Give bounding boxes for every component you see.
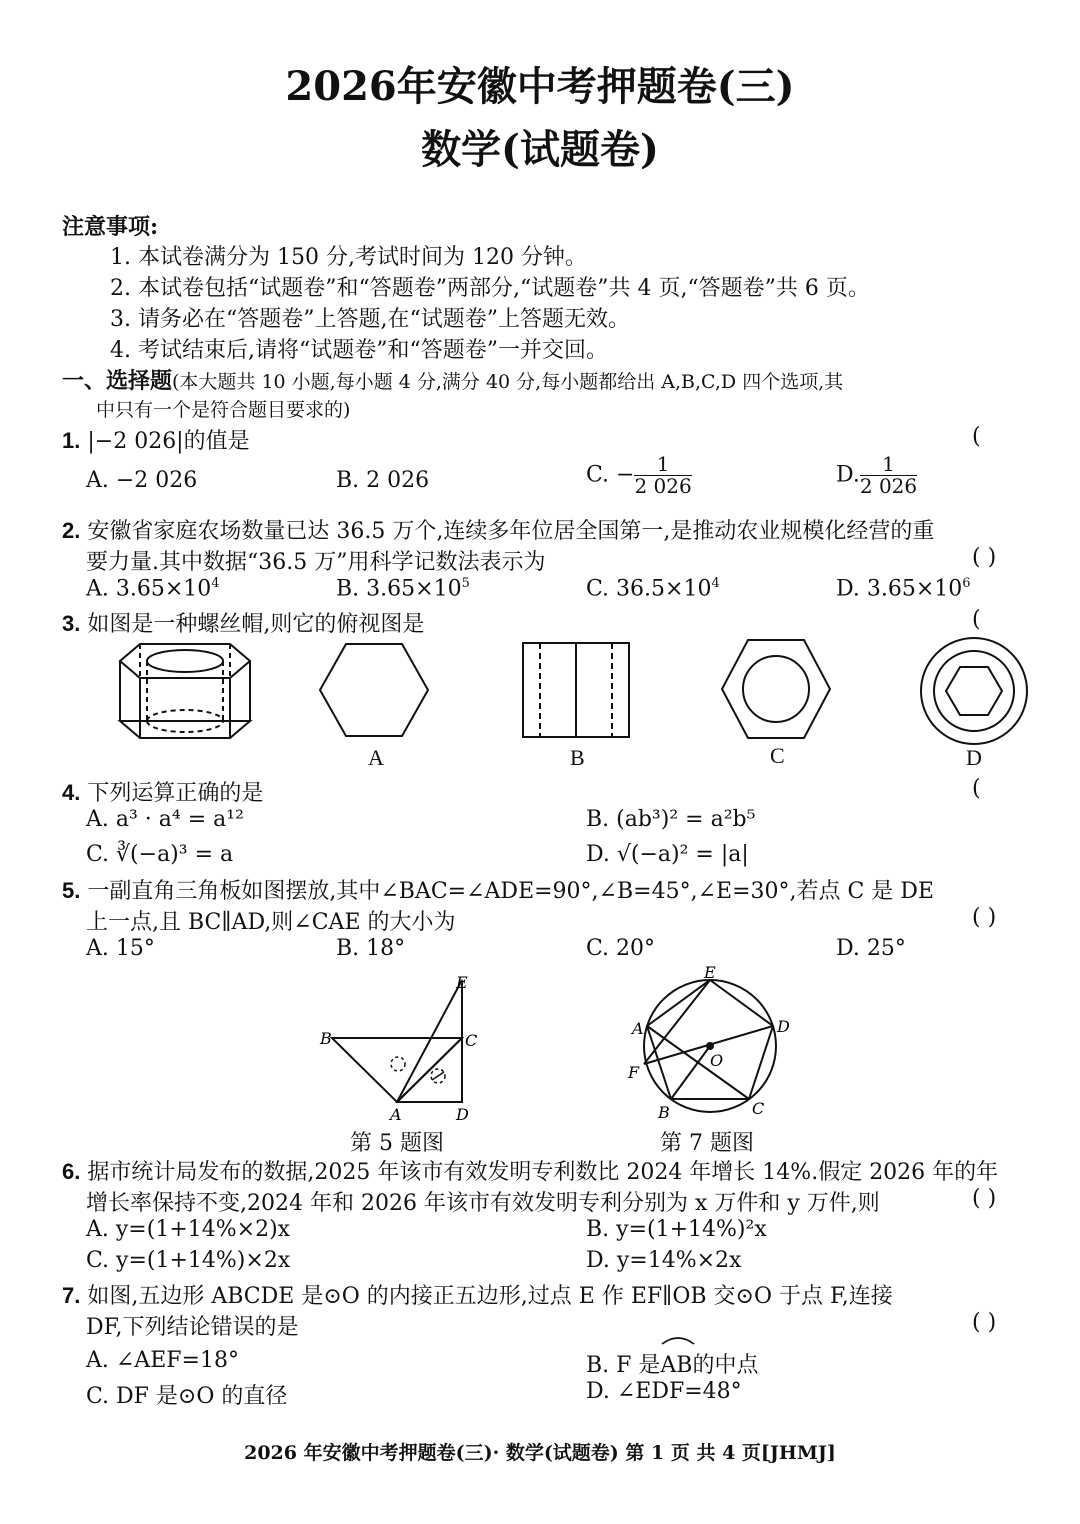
fraction (860, 454, 917, 497)
question-stem: |−2 026|的值是 (87, 429, 250, 454)
option-d (836, 576, 971, 601)
figure-label-b: B (570, 745, 585, 770)
option-c: C. y=(1+14%)×2x (86, 1248, 291, 1273)
option-d (836, 454, 917, 497)
option-c-hexagon-circle (720, 636, 832, 742)
point-label-a: A (390, 1105, 402, 1124)
figure-label-d: D (966, 745, 982, 770)
point-label-c: C (465, 1031, 478, 1050)
exponent: 4 (211, 576, 220, 591)
answer-paren: ( ) (972, 905, 997, 930)
fraction (634, 454, 691, 497)
question-stem-line2: 增长率保持不变,2024 年和 2026 年该市有效发明专利分别为 x 万件和 y 万件,则 (86, 1191, 880, 1216)
question-number: 2. (62, 518, 81, 543)
question-4 (62, 776, 263, 807)
option-b (336, 576, 470, 601)
question-5 (62, 874, 934, 905)
notice-item-2: 2. 本试卷包括“试题卷”和“答题卷”两部分,“试题卷”共 4 页,“答题卷”共 6 页。 (110, 276, 870, 301)
option-b: B. 18° (336, 936, 406, 961)
option-b: B. F 是AB的中点 (586, 1353, 759, 1378)
question-stem: 下列运算正确的是 (87, 781, 264, 806)
question-stem-line1: 如图,五边形 ABCDE 是⊙O 的内接正五边形,过点 E 作 EF∥OB 交⊙O 于点 F,连接 (87, 1284, 893, 1309)
question-number: 6. (62, 1159, 81, 1184)
figure-5-caption: 第 5 题图 (350, 1131, 444, 1156)
hex-nut-figure (110, 636, 260, 746)
option-a: A. −2 026 (86, 468, 198, 493)
answer-paren: ( (972, 607, 981, 632)
option-d: D. y=14%×2x (586, 1248, 742, 1273)
notice-item-4: 4. 考试结束后,请将“试题卷”和“答题卷”一并交回。 (110, 338, 608, 363)
fraction-numerator: 1 (634, 454, 691, 476)
exponent: 4 (711, 576, 720, 591)
fraction-numerator: 1 (860, 454, 917, 476)
option-c: C. ∛(−a)³ = a (86, 842, 234, 867)
option-b-rectangle (520, 640, 632, 740)
question-stem-line2: 上一点,且 BC∥AD,则∠CAE 的大小为 (86, 910, 456, 935)
option-a (86, 576, 220, 601)
option-b: B. y=(1+14%)²x (586, 1217, 767, 1242)
fraction-denominator: 2 026 (859, 474, 918, 498)
answer-paren: ( (972, 776, 981, 801)
option-c-text: C. 36.5×10 (586, 576, 712, 602)
option-b: B. (ab³)² = a²b⁵ (586, 807, 756, 832)
point-label-e: E (704, 963, 716, 982)
notice-item-1: 1. 本试卷满分为 150 分,考试时间为 120 分钟。 (110, 245, 587, 270)
question-6 (62, 1155, 998, 1186)
question-number: 5. (62, 878, 81, 903)
option-d: D. ∠EDF=48° (586, 1379, 742, 1404)
point-label-f: F (628, 1063, 640, 1082)
answer-paren: ( ) (972, 545, 997, 570)
point-label-b: B (320, 1029, 332, 1048)
figure-label-c: C (770, 743, 785, 768)
option-d: D. √(−a)² = |a| (586, 842, 749, 867)
point-label-b: B (658, 1103, 670, 1122)
option-b-text: B. 3.65×10 (336, 576, 462, 602)
figure-7-pentagon-circle (622, 958, 802, 1128)
question-stem-line1: 安徽省家庭农场数量已达 36.5 万个,连续多年位居全国第一,是推动农业规模化经营的重 (87, 519, 935, 544)
option-c: C. 20° (586, 936, 656, 961)
notice-heading: 注意事项: (62, 214, 159, 240)
question-stem-line1: 一副直角三角板如图摆放,其中∠BAC=∠ADE=90°,∠B=45°,∠E=30°,若点 C 是 DE (87, 879, 934, 904)
exponent: 6 (962, 576, 971, 591)
answer-paren: ( ) (972, 1186, 997, 1211)
option-a: A. 15° (86, 936, 155, 961)
question-1 (62, 424, 250, 455)
point-label-c: C (752, 1099, 765, 1118)
exam-title: 2026年安徽中考押题卷(三) (285, 63, 795, 110)
option-c (586, 576, 720, 601)
figure-label-a: A (368, 745, 384, 770)
question-number: 3. (62, 611, 81, 636)
question-number: 1. (62, 428, 81, 453)
option-a-hexagon (318, 640, 430, 740)
page-footer: 2026 年安徽中考押题卷(三)· 数学(试题卷) 第 1 页 共 4 页[JHMJ] (244, 1442, 836, 1464)
section-title: 一、选择题 (62, 368, 173, 394)
point-label-a: A (632, 1019, 644, 1038)
point-label-d: D (777, 1017, 790, 1036)
point-label-d: D (456, 1105, 469, 1124)
option-d: D. 25° (836, 936, 906, 961)
question-stem-line2: 要力量.其中数据“36.5 万”用科学记数法表示为 (86, 550, 546, 575)
option-a: A. ∠AEF=18° (86, 1348, 239, 1373)
option-c: C. DF 是⊙O 的直径 (86, 1384, 288, 1409)
option-a: A. y=(1+14%×2)x (86, 1217, 291, 1242)
answer-paren: ( (972, 424, 981, 449)
question-number: 4. (62, 780, 81, 805)
answer-paren: ( ) (972, 1310, 997, 1335)
option-d-prefix: D. (836, 462, 860, 488)
figure-7-caption: 第 7 题图 (660, 1131, 754, 1156)
question-2 (62, 514, 934, 545)
notice-item-3: 3. 请务必在“答题卷”上答题,在“试题卷”上答题无效。 (110, 307, 630, 332)
option-a-text: A. 3.65×10 (86, 576, 212, 602)
question-stem-line2: DF,下列结论错误的是 (86, 1315, 299, 1340)
question-7 (62, 1279, 893, 1310)
option-d-text: D. 3.65×10 (836, 576, 963, 602)
fraction-denominator: 2 026 (634, 474, 692, 498)
section-heading (62, 364, 843, 395)
option-d-circle-hexagon (918, 636, 1030, 746)
section-desc-2: 中只有一个是符合题目要求的) (96, 399, 351, 421)
option-a: A. a³ · a⁴ = a¹² (86, 807, 244, 832)
exam-subtitle: 数学(试题卷) (421, 126, 659, 173)
question-stem: 如图是一种螺丝帽,则它的俯视图是 (87, 612, 425, 637)
section-desc-1: (本大题共 10 小题,每小题 4 分,满分 40 分,每小题都给出 A,B,C,D 四个选项,其 (172, 371, 844, 393)
option-c-prefix: C. − (586, 462, 635, 488)
question-stem-line1: 据市统计局发布的数据,2025 年该市有效发明专利数比 2024 年增长 14%.假定 2026 年的年 (87, 1160, 999, 1185)
exponent: 5 (461, 576, 470, 591)
figure-5-triangles (310, 970, 490, 1130)
point-label-o: O (710, 1051, 724, 1070)
question-3 (62, 607, 424, 638)
option-b: B. 2 026 (336, 468, 430, 493)
point-label-e: E (456, 973, 468, 992)
option-c (586, 454, 692, 497)
question-number: 7. (62, 1283, 81, 1308)
arc-symbol-icon (660, 1334, 696, 1346)
